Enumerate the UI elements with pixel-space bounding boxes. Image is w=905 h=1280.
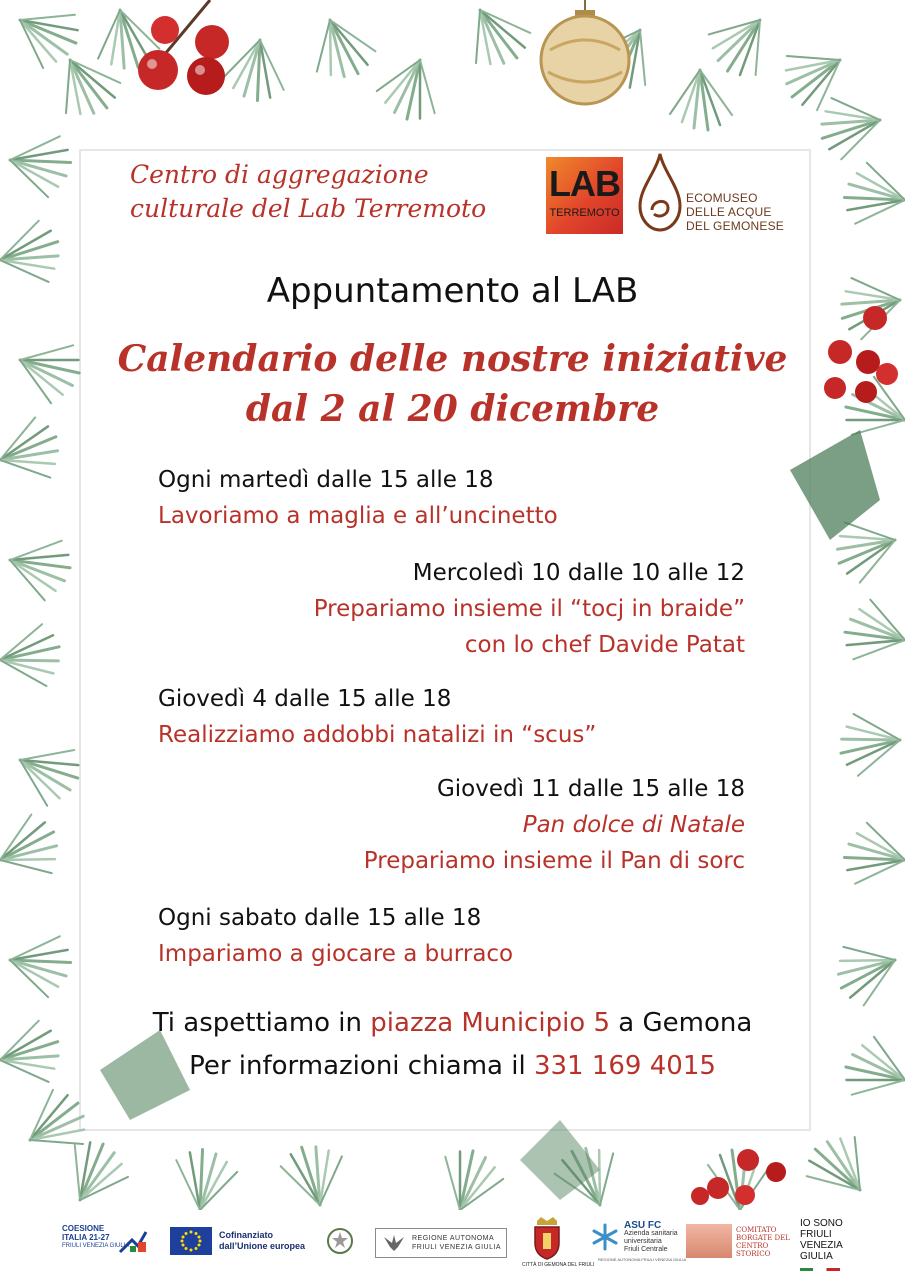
coesione-line-2: ITALIA 21-27 bbox=[62, 1233, 110, 1242]
contact-pre: Per informazioni chiama il bbox=[189, 1051, 534, 1081]
comitato-line-4: STORICO bbox=[736, 1250, 771, 1258]
lab-logo-subtext: TERREMOTO bbox=[549, 207, 620, 219]
event-what: Realizziamo addobbi natalizi in “scus” bbox=[158, 722, 597, 748]
event-pan-dolce bbox=[364, 771, 745, 879]
asu-line-3: universitaria bbox=[624, 1238, 662, 1245]
comitato-line-3: CENTRO bbox=[736, 1242, 769, 1250]
footer-contact bbox=[0, 1051, 905, 1081]
event-what: Pan dolce di Natale bbox=[522, 812, 745, 838]
tricolor-stripe bbox=[800, 1268, 840, 1271]
location-pre: Ti aspettiamo in bbox=[152, 1008, 371, 1038]
footer-location bbox=[0, 1008, 905, 1038]
comitato-line-1: COMITATO bbox=[736, 1226, 777, 1234]
event-when: Ogni sabato dalle 15 alle 18 bbox=[158, 905, 482, 931]
eu-line-1: Cofinanziato bbox=[219, 1230, 273, 1240]
asu-line-2: Azienda sanitaria bbox=[624, 1230, 678, 1237]
event-when: Mercoledì 10 dalle 10 alle 12 bbox=[412, 560, 745, 586]
event-when: Giovedì 4 dalle 15 alle 18 bbox=[158, 686, 452, 712]
event-when: Giovedì 11 dalle 15 alle 18 bbox=[436, 776, 745, 802]
event-addobbi bbox=[158, 681, 596, 753]
iosono-line-4: GIULIA bbox=[800, 1251, 833, 1262]
event-what: Impariamo a giocare a burraco bbox=[158, 941, 514, 967]
event-tocj-in-braide bbox=[314, 555, 745, 663]
ecomuseo-line-3: DEL GEMONESE bbox=[686, 219, 784, 233]
eu-flag-icon bbox=[170, 1227, 212, 1255]
asu-fc-text bbox=[624, 1222, 678, 1254]
organizer-line-1: Centro di aggregazione bbox=[130, 160, 429, 189]
iosono-line-3: VENEZIA bbox=[800, 1240, 843, 1251]
location-place: piazza Municipio 5 bbox=[370, 1008, 611, 1038]
event-what: con lo chef Davide Patat bbox=[464, 632, 745, 658]
regione-line-1: REGIONE AUTONOMA bbox=[412, 1235, 495, 1242]
asu-line-4: Friuli Centrale bbox=[624, 1246, 668, 1253]
contact-phone: 331 169 4015 bbox=[533, 1051, 716, 1081]
ecomuseo-line-2: DELLE ACQUE bbox=[686, 205, 772, 219]
coesione-line-3: FRIULI VENEZIA GIULIA bbox=[62, 1243, 130, 1249]
event-what: Lavoriamo a maglia e all’uncinetto bbox=[158, 503, 558, 529]
lab-logo-text: LAB bbox=[549, 163, 620, 204]
comitato-borgate-image bbox=[686, 1224, 732, 1258]
eagle-icon bbox=[382, 1233, 406, 1253]
subtitle-line-1: Calendario delle nostre iniziative bbox=[117, 338, 788, 380]
gemona-label: CITTÀ DI GEMONA DEL FRIULI bbox=[522, 1262, 595, 1268]
comitato-line-2: BORGATE DEL bbox=[736, 1234, 790, 1242]
coesione-line-1: COESIONE bbox=[62, 1224, 105, 1233]
eu-cofinanced-text bbox=[219, 1230, 305, 1252]
organizer-line-2: culturale del Lab Terremoto bbox=[130, 194, 487, 223]
subtitle-line-2: dal 2 al 20 dicembre bbox=[245, 388, 660, 430]
ecomuseo-line-1: ECOMUSEO bbox=[686, 191, 758, 205]
lab-terremoto-logo bbox=[546, 157, 623, 234]
event-what: Prepariamo insieme il “tocj in braide” bbox=[313, 596, 745, 622]
event-knitting bbox=[158, 462, 558, 534]
page-subtitle bbox=[0, 334, 905, 434]
event-when: Ogni martedì dalle 15 alle 18 bbox=[158, 467, 494, 493]
water-drop-icon bbox=[634, 152, 686, 232]
event-burraco bbox=[158, 900, 513, 972]
organizer-name bbox=[130, 158, 490, 226]
iosono-line-1: IO SONO bbox=[800, 1218, 843, 1229]
ecomuseo-logo-text bbox=[686, 191, 806, 233]
regione-line-2: FRIULI VENEZIA GIULIA bbox=[412, 1244, 502, 1251]
location-post: a Gemona bbox=[610, 1008, 753, 1038]
italian-republic-emblem-icon bbox=[326, 1226, 354, 1256]
gemona-coat-of-arms-icon bbox=[527, 1215, 567, 1261]
io-sono-fvg-logo bbox=[800, 1218, 843, 1262]
page-title: Appuntamento al LAB bbox=[266, 271, 639, 311]
comitato-borgate-text bbox=[736, 1226, 790, 1258]
asu-fc-snowflake-icon bbox=[590, 1222, 620, 1252]
eu-line-2: dall’Unione europea bbox=[219, 1241, 306, 1251]
asu-line-1: ASU FC bbox=[624, 1220, 662, 1231]
coesione-arrow-icon bbox=[118, 1228, 148, 1254]
asu-region-text: REGIONE AUTONOMA FRIULI VENEZIA GIULIA bbox=[598, 1257, 687, 1262]
event-what: Prepariamo insieme il Pan di sorc bbox=[363, 848, 745, 874]
regione-text bbox=[412, 1234, 501, 1252]
iosono-line-2: FRIULI bbox=[800, 1229, 832, 1240]
regione-fvg-logo bbox=[375, 1228, 507, 1258]
